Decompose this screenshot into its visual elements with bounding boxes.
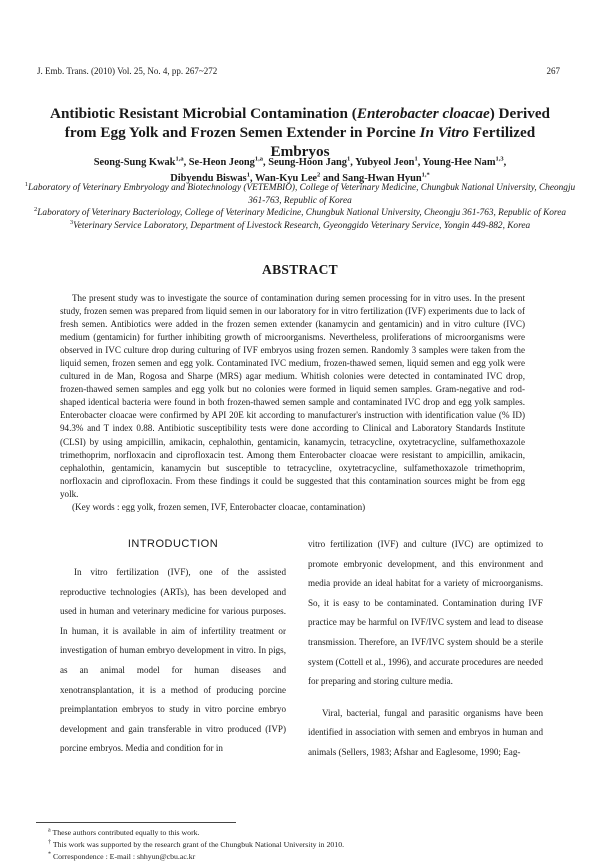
- author: Se-Heon Jeong$^{1,a}$: [188, 155, 263, 168]
- footnote: * Correspondence : E-mail : shhyun@cbu.ac.kr: [48, 851, 196, 862]
- author: Young-Hee Nam$^{1,3}$: [422, 155, 504, 168]
- intro-paragraph: Viral, bacterial, fungal and parasitic organisms have been identified in association with semen and embryos in human and animals (Sellers, 1983; Afshar and Eaglesome, 1990; Eag-: [308, 707, 543, 757]
- affiliation-3: $^3$Veterinary Service Laboratory, Department of Livestock Research, Gyeonggido Veterinary Service, Yongin 449-882, Korea: [69, 218, 531, 231]
- footnotes: [48, 827, 548, 864]
- affiliation-2: $^2$Laboratory of Veterinary Bacteriology, College of Veterinary Medicine, Chungbuk National University, Cheongju 361-763, Republic of Korea: [34, 205, 566, 218]
- author-list: Seong-Sung Kwak$^{1,a}$, Se-Heon Jeong$^{1,a}$, Seung-Hoon Jang$^1$, Yubyeol Jeon$^1$, Young-Hee Nam$^{1,3}$, Dibyendu Biswas$^1$, Wan-Kyu Lee$^2$ and Sang-Hwan Hyun$^{1,*}$: [93, 155, 507, 184]
- author: Seung-Hoon Jang$^1$: [268, 155, 351, 168]
- introduction-right-column: [308, 535, 543, 763]
- footnote-divider: [36, 822, 236, 823]
- introduction-left-column: In vitro fertilization (IVF), one of the assisted reproductive technologies (ARTs), has been developed and used in human and veterinary medicine for various purposes. In human, it is available in aim of infertility treatment or investigation of human embryo development in vitro. In pigs, as an animal model for human diseases and xenotransplantation, it is a method of producing porcine preimplantation embryos to study in vitro porcine embryo development and gain transferable in vitro produced (IVP) porcine embryos. Media and condition for in: [60, 567, 286, 754]
- author: Wan-Kyu Lee$^2$: [254, 171, 321, 184]
- journal-citation: J. Emb. Trans. (2010) Vol. 25, No. 4, pp. 267~272: [37, 66, 218, 76]
- introduction-heading: INTRODUCTION: [127, 538, 219, 550]
- footnote: $^a$ These authors contributed equally to this work.: [48, 827, 200, 837]
- author: Dibyendu Biswas$^1$: [170, 171, 250, 184]
- author: Sang-Hwan Hyun$^{1,*}$: [342, 171, 430, 184]
- running-header: [37, 66, 560, 76]
- author: Yubyeol Jeon$^1$: [355, 155, 418, 168]
- title-organism: Enterobacter cloacae: [356, 105, 490, 122]
- title-part: Fertilized Embryos: [270, 124, 536, 160]
- footnote: † This work was supported by the research grant of the Chungbuk National University in 2010.: [48, 839, 345, 850]
- keywords: (Key words : egg yolk, frozen semen, IVF, Enterobacter cloacae, contamination): [72, 502, 366, 512]
- abstract-heading: ABSTRACT: [262, 262, 338, 277]
- affiliations: [24, 182, 576, 232]
- intro-paragraph: vitro fertilization (IVF) and culture (IVC) are optimized to promote embryonic development, and this environment and media provide an ideal habitat for a variety of microorganisms. So, it is easy to be contaminated. Contamination during IVF practice may be harmful on IVF/IVC system and lead to disease transmission. Therefore, an IVF/IVC system should be a sterile system (Cottell et al., 1996), and accurate procedures are needed for preparing and storing culture media.: [308, 539, 543, 687]
- abstract-text: The present study was to investigate the source of contamination during semen processing for in vitro uses. In the present study, frozen semen was prepared from liquid semen in our laboratory for in vitro fertilization (IVF) experiments due to lack of fresh semen. Antibiotics were added in the frozen semen extender (kanamycin and gentamicin) and in vitro culture (IVC) medium (gentamicin) for further inhibiting growth of microorganisms. Nevertheless, proliferations of microorganisms were observed in IVC culture drop during culturing of IVF embryos using frozen semen. Randomly 3 samples were taken from the liquid semen, frozen semen and egg yolk. Contaminated IVC medium, frozen-thawed semen, liquid semen and egg yolk were cultured in de Man, Rogosa and Sharpe (MRS) agar medium. Whitish colonies were detected in contaminated IVC drop, frozen-thawed semen samples and egg yolk but no colonies were formed in liquid semen samples. Gram-negative and rod-shaped identical bacteria were found in both frozen-thawed semen sample and contaminated IVC drop and egg yolk samples. Enterobacter cloacae were confirmed by API 20E kit according to manufacturer's instruction with identification value (% ID) 94.3% and T index 0.88. Antibiotic susceptibility tests were done according to Clinical and Laboratory Standards Institute (CLSI) by using ampicillin, amikacin, cephalothin, gentamicin, kanamycin, tetracycline, oxytetracycline, sulfamethoxazole trimethoprim, norfloxacin and ciprofloxacin test. Among them Enterobacter cloacae were resistant to ampicillin, amikacin, cephalothin, gentamicin, kanamycin but susceptible to tetracycline, oxytetracycline, sulfamethoxazole trimethoprim, norfloxacin and ciprofloxacin. From these findings it could be suggested that this contamination sources might be from egg yolk.: [60, 293, 525, 499]
- title-part: Antibiotic Resistant Microbial Contamination (: [49, 105, 357, 122]
- title-part: ) Derived from Egg Yolk and Frozen Semen Extender in Porcine: [64, 105, 551, 141]
- author: Seong-Sung Kwak$^{1,a}$: [93, 155, 184, 168]
- title-invitro: In Vitro: [419, 124, 469, 141]
- affiliation-1: $^1$Laboratory of Veterinary Embryology and Biotechnology (VETEMBIO), College of Veterinary Medicine, Chungbuk National University, Cheongju 361-763, Republic of Korea: [24, 180, 576, 206]
- page-number: 267: [546, 66, 560, 76]
- paper-title: [40, 104, 560, 161]
